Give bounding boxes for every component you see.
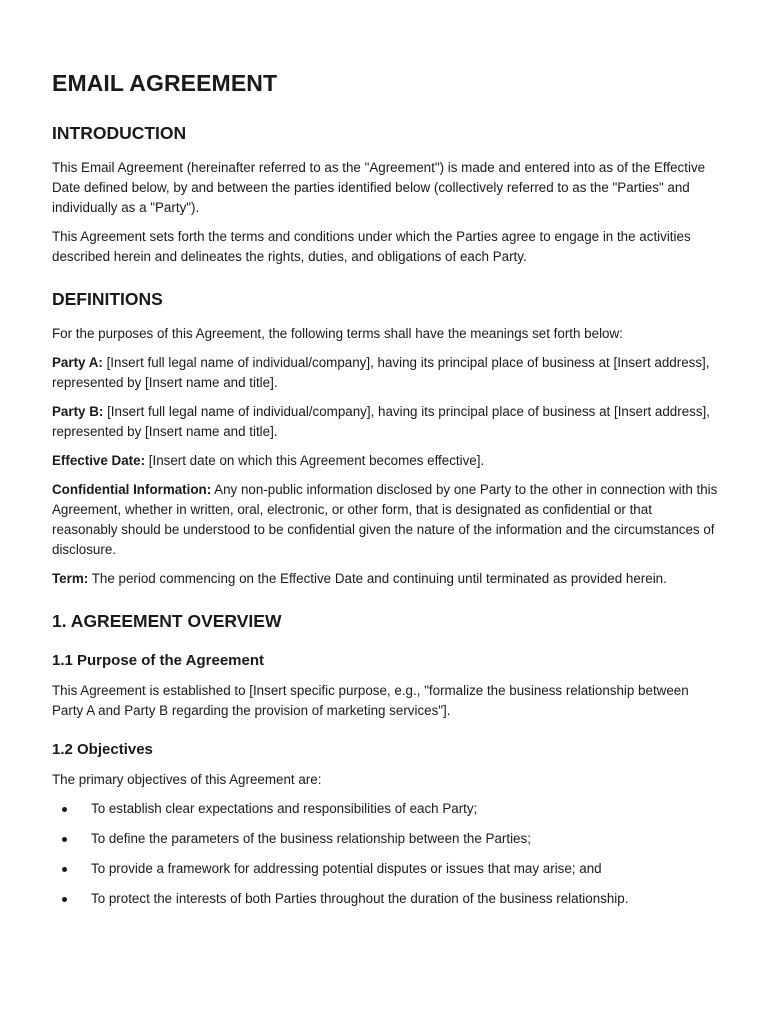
definition-text: [Insert date on which this Agreement becomes effective]. <box>145 453 485 468</box>
list-item <box>52 829 718 849</box>
definition-text: The period commencing on the Effective Date and continuing until terminated as provided herein. <box>88 571 667 586</box>
list-item-text: To define the parameters of the business relationship between the Parties; <box>91 831 531 846</box>
list-item <box>52 859 718 879</box>
objectives-subsection <box>52 741 718 909</box>
definition-term: Term: <box>52 571 89 586</box>
definition-party-a <box>52 353 718 393</box>
bullet-icon <box>62 807 67 812</box>
bullet-icon <box>62 897 67 902</box>
list-item <box>52 889 718 909</box>
definitions-heading: DEFINITIONS <box>52 289 163 309</box>
introduction-section <box>52 123 718 267</box>
definition-term-period <box>52 569 718 589</box>
introduction-paragraph-1: This Email Agreement (hereinafter referred to as the "Agreement") is made and entered into as of the Effective Date defined below, by and between the parties identified below (collectively referred to as the "Parties" and individually as a "Party"). <box>52 160 706 215</box>
objectives-intro: The primary objectives of this Agreement are: <box>52 772 322 787</box>
bullet-icon <box>62 867 67 872</box>
objectives-heading: 1.2 Objectives <box>52 741 153 758</box>
definition-term: Confidential Information: <box>52 482 212 497</box>
definition-term: Effective Date: <box>52 453 146 468</box>
introduction-paragraph-2: This Agreement sets forth the terms and conditions under which the Parties agree to engage in the activities described herein and delineates the rights, duties, and obligations of each Party. <box>52 229 691 264</box>
purpose-subsection <box>52 652 718 721</box>
definition-text: Any non-public information disclosed by one Party to the other in connection with this Agreement, whether in written, oral, electronic, or other form, that is designated as confidential or that reasonably should be understood to be confidential given the nature of the information and the circumstances of disclosure. <box>52 482 718 557</box>
definition-term: Party B: <box>52 404 104 419</box>
list-item-text: To establish clear expectations and responsibilities of each Party; <box>91 801 478 816</box>
definitions-section <box>52 289 718 589</box>
bullet-icon <box>62 837 67 842</box>
introduction-heading: INTRODUCTION <box>52 123 187 143</box>
list-item-text: To provide a framework for addressing potential disputes or issues that may arise; and <box>91 861 602 876</box>
definition-effective-date <box>52 451 718 471</box>
list-item-text: To protect the interests of both Parties throughout the duration of the business relationship. <box>91 891 629 906</box>
purpose-heading: 1.1 Purpose of the Agreement <box>52 652 264 669</box>
definitions-intro: For the purposes of this Agreement, the following terms shall have the meanings set forth below: <box>52 326 623 341</box>
definition-term: Party A: <box>52 355 103 370</box>
definition-party-b <box>52 402 718 442</box>
agreement-overview-section <box>52 611 718 909</box>
definition-text: [Insert full legal name of individual/company], having its principal place of business at [Insert address], represented by [Insert name and title]. <box>52 404 710 439</box>
objectives-list <box>52 799 718 909</box>
purpose-text: This Agreement is established to [Insert specific purpose, e.g., "formalize the business relationship between Party A and Party B regarding the provision of marketing services"]. <box>52 683 689 718</box>
definition-confidential-information <box>52 480 718 560</box>
definition-text: [Insert full legal name of individual/company], having its principal place of business at [Insert address], represented by [Insert name and title]. <box>52 355 710 390</box>
list-item <box>52 799 718 819</box>
document-title: EMAIL AGREEMENT <box>52 70 278 96</box>
agreement-overview-heading: 1. AGREEMENT OVERVIEW <box>52 611 282 631</box>
